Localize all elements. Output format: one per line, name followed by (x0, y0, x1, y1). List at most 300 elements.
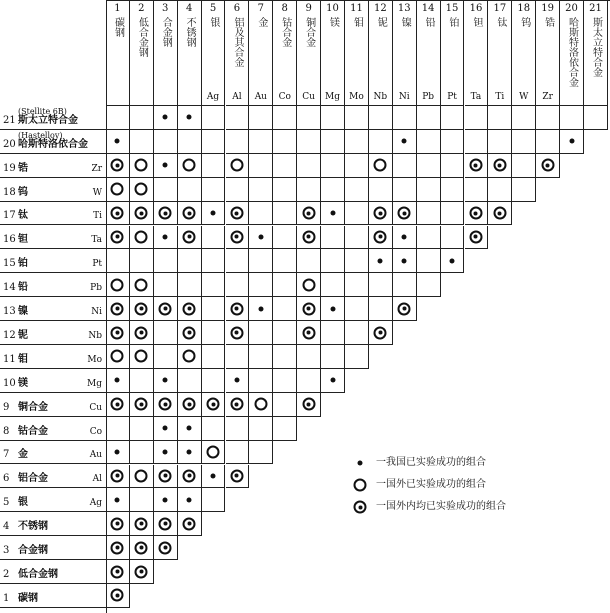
ring-marker-icon (111, 278, 124, 291)
table-cell (417, 273, 441, 297)
table-cell (130, 297, 154, 321)
column-number: 21 (589, 3, 602, 14)
dot-marker-icon (163, 378, 168, 383)
table-cell (154, 488, 178, 512)
row-number: 13 (3, 306, 16, 318)
table-cell (130, 441, 154, 465)
ring-dot-marker-icon (183, 398, 196, 411)
table-cell (393, 106, 417, 130)
table-cell (393, 178, 417, 202)
table-cell (202, 154, 226, 178)
ring-dot-marker-icon (302, 326, 315, 339)
legend-text: 一国外已实验成功的组合 (376, 479, 486, 490)
ring-dot-marker-icon (159, 517, 172, 530)
ring-dot-marker-icon (469, 207, 482, 220)
table-cell (106, 154, 130, 178)
row-number: 2 (3, 568, 10, 580)
row-header (0, 154, 107, 178)
table-cell (345, 202, 369, 226)
row-english-name: (Stellite 6B) (18, 107, 67, 116)
table-cell (202, 249, 226, 273)
legend-text: 一国外内均已实验成功的组合 (376, 501, 506, 512)
table-cell (202, 178, 226, 202)
column-name: 铂 (447, 17, 459, 27)
row-number: 12 (3, 329, 16, 341)
table-cell (536, 106, 560, 130)
legend (352, 452, 506, 518)
column-name: 低合金钢 (136, 17, 148, 57)
table-cell (202, 106, 226, 130)
dot-marker-icon (378, 258, 383, 263)
table-cell (178, 488, 202, 512)
row-header (0, 202, 107, 226)
table-cell (273, 178, 297, 202)
ring-dot-marker-icon (111, 541, 124, 554)
table-cell (202, 202, 226, 226)
ring-marker-icon (135, 230, 148, 243)
row-number: 16 (3, 234, 16, 246)
dot-marker-icon (450, 258, 455, 263)
row-symbol: W (92, 187, 102, 198)
row-name: 铂 (18, 258, 28, 270)
table-cell (345, 345, 369, 369)
table-cell (393, 249, 417, 273)
table-cell (202, 369, 226, 393)
table-cell (106, 249, 130, 273)
row-header (0, 321, 107, 345)
table-cell (202, 465, 226, 489)
table-cell (106, 273, 130, 297)
table-cell (178, 249, 202, 273)
row-name: 铌 (18, 329, 28, 341)
table-cell (106, 536, 130, 560)
table-cell (249, 393, 273, 417)
column-number: 3 (162, 3, 169, 14)
table-cell (130, 226, 154, 250)
dot-marker-icon (163, 497, 168, 502)
table-cell (273, 345, 297, 369)
row-number: 19 (3, 162, 16, 174)
row-name: 锆 (18, 162, 28, 174)
dot-marker-icon (330, 378, 335, 383)
row-symbol: Ti (93, 211, 102, 222)
table-cell (345, 226, 369, 250)
ring-dot-marker-icon (111, 230, 124, 243)
table-cell (369, 249, 393, 273)
table-cell (417, 202, 441, 226)
row-header (0, 536, 107, 560)
table-cell (321, 178, 345, 202)
table-cell (130, 249, 154, 273)
table-cell (512, 106, 536, 130)
table-cell (345, 249, 369, 273)
row-name: 铅 (18, 282, 28, 294)
ring-marker-icon (302, 278, 315, 291)
table-cell (202, 393, 226, 417)
table-cell (226, 154, 250, 178)
table-cell (297, 321, 321, 345)
dot-marker-icon (358, 461, 363, 466)
table-cell (106, 202, 130, 226)
row-number: 17 (3, 210, 16, 222)
column-header (417, 0, 441, 106)
column-name: 钨 (518, 17, 530, 27)
table-cell (106, 369, 130, 393)
table-top-border (106, 0, 610, 1)
ring-dot-marker-icon (111, 469, 124, 482)
column-header (488, 0, 512, 106)
table-cell (130, 130, 154, 154)
ring-dot-marker-icon (135, 398, 148, 411)
ring-dot-marker-icon (230, 207, 243, 220)
row-header (0, 560, 107, 584)
table-cell (273, 154, 297, 178)
column-number: 8 (281, 3, 288, 14)
table-cell (202, 417, 226, 441)
table-cell (465, 226, 489, 250)
table-cell (154, 154, 178, 178)
table-cell (106, 226, 130, 250)
table-cell (321, 369, 345, 393)
table-cell (297, 202, 321, 226)
table-cell (106, 512, 130, 536)
row-number: 4 (3, 521, 10, 533)
row-number: 20 (3, 138, 16, 150)
row-name: 钽 (18, 234, 28, 246)
dot-marker-icon (258, 306, 263, 311)
row-header (0, 465, 107, 489)
dot-marker-icon (569, 139, 574, 144)
table-cell (297, 273, 321, 297)
table-cell (130, 369, 154, 393)
table-cell (178, 441, 202, 465)
table-cell (560, 130, 584, 154)
table-cell (202, 130, 226, 154)
ring-dot-marker-icon (159, 207, 172, 220)
ring-dot-marker-icon (493, 159, 506, 172)
table-cell (178, 154, 202, 178)
dot-marker-icon (330, 211, 335, 216)
ring-dot-marker-icon (374, 207, 387, 220)
table-cell (345, 321, 369, 345)
ring-dot-marker-icon (111, 589, 124, 602)
column-name: 银 (208, 17, 220, 27)
table-cell (321, 321, 345, 345)
table-cell (345, 178, 369, 202)
table-cell (202, 226, 226, 250)
table-cell (226, 441, 250, 465)
table-cell (154, 536, 178, 560)
column-number: 18 (517, 3, 531, 14)
table-cell (417, 226, 441, 250)
table-cell (369, 154, 393, 178)
table-cell (465, 202, 489, 226)
table-cell (249, 369, 273, 393)
table-cell (441, 130, 465, 154)
table-cell (441, 202, 465, 226)
row-symbol: Ag (89, 498, 102, 509)
table-cell (297, 369, 321, 393)
table-cell (226, 178, 250, 202)
table-cell (226, 106, 250, 130)
table-cell (154, 202, 178, 226)
table-cell (512, 154, 536, 178)
dot-marker-icon (187, 497, 192, 502)
ring-dot-marker-icon (302, 398, 315, 411)
ring-dot-marker-icon (135, 207, 148, 220)
table-cell (178, 393, 202, 417)
legend-item-foreign (352, 474, 506, 496)
table-cell (202, 273, 226, 297)
table-cell (249, 249, 273, 273)
table-cell (249, 441, 273, 465)
legend-item-both (352, 496, 506, 518)
table-cell (345, 273, 369, 297)
table-cell (393, 273, 417, 297)
row-header (0, 178, 107, 202)
row-header (0, 488, 107, 512)
column-number: 11 (350, 3, 363, 14)
column-header (393, 0, 417, 106)
table-cell (321, 106, 345, 130)
ring-dot-marker-icon (183, 230, 196, 243)
table-cell (369, 130, 393, 154)
ring-dot-marker-icon (302, 207, 315, 220)
ring-dot-marker-icon (398, 302, 411, 315)
table-cell (488, 130, 512, 154)
table-cell (488, 178, 512, 202)
dot-marker-icon (211, 473, 216, 478)
table-cell (130, 465, 154, 489)
row-number: 15 (3, 258, 16, 270)
table-cell (393, 226, 417, 250)
table-cell (488, 154, 512, 178)
column-header (273, 0, 297, 106)
table-cell (488, 202, 512, 226)
table-cell (106, 130, 130, 154)
ring-dot-marker-icon (183, 517, 196, 530)
column-name: 铌 (375, 17, 387, 27)
table-cell (154, 393, 178, 417)
column-header (154, 0, 178, 106)
row-symbol: Cu (89, 402, 102, 413)
table-cell (273, 226, 297, 250)
column-symbol: W (519, 92, 529, 102)
table-cell (249, 202, 273, 226)
column-number: 5 (209, 3, 217, 14)
column-symbol: Co (278, 92, 291, 102)
table-cell (130, 560, 154, 584)
column-name: 钛 (494, 17, 506, 27)
row-symbol: Pb (90, 283, 102, 294)
ring-dot-marker-icon (183, 207, 196, 220)
table-cell (202, 345, 226, 369)
row-header (0, 393, 107, 417)
table-cell (345, 106, 369, 130)
table-cell (273, 106, 297, 130)
table-cell (154, 465, 178, 489)
ring-dot-marker-icon (183, 326, 196, 339)
row-header (0, 584, 107, 608)
ring-dot-marker-icon (302, 230, 315, 243)
column-number: 9 (305, 3, 312, 14)
dot-marker-icon (211, 211, 216, 216)
row-header (0, 369, 107, 393)
table-cell (178, 202, 202, 226)
table-cell (178, 130, 202, 154)
row-name: 合金钢 (18, 545, 48, 557)
column-number: 2 (138, 3, 145, 14)
table-cell (106, 106, 130, 130)
row-name: 钨 (18, 186, 28, 198)
ring-marker-icon (135, 159, 148, 172)
table-cell (297, 178, 321, 202)
column-name: 铅 (423, 17, 435, 27)
row-number: 18 (3, 186, 16, 198)
ring-dot-marker-icon (302, 302, 315, 315)
ring-dot-marker-icon (230, 326, 243, 339)
column-header (202, 0, 226, 106)
table-cell (273, 130, 297, 154)
table-cell (441, 249, 465, 273)
table-cell (512, 130, 536, 154)
table-cell (369, 178, 393, 202)
ring-dot-marker-icon (230, 302, 243, 315)
table-cell (369, 226, 393, 250)
table-cell (273, 202, 297, 226)
row-name: 铜合金 (18, 401, 48, 413)
row-name: 哈斯特洛依合金 (18, 138, 88, 150)
ring-dot-marker-icon (159, 398, 172, 411)
table-cell (226, 393, 250, 417)
dot-marker-icon (187, 426, 192, 431)
ring-dot-marker-icon (135, 302, 148, 315)
table-cell (441, 154, 465, 178)
ring-dot-marker-icon (374, 230, 387, 243)
column-name: 钽 (470, 17, 482, 27)
column-number: 13 (397, 3, 411, 14)
dot-marker-icon (402, 234, 407, 239)
ring-dot-marker-icon (111, 398, 124, 411)
row-symbol: Mg (87, 378, 102, 389)
column-header (321, 0, 345, 106)
table-cell (345, 130, 369, 154)
table-cell (512, 178, 536, 202)
dot-marker-icon (115, 497, 120, 502)
table-cell (106, 297, 130, 321)
table-cell (106, 488, 130, 512)
table-cell (178, 321, 202, 345)
dot-marker-icon (163, 163, 168, 168)
dot-marker-icon (115, 378, 120, 383)
column-number: 10 (326, 3, 339, 14)
row-number: 14 (3, 282, 16, 294)
dot-marker-icon (402, 139, 407, 144)
table-cell (106, 560, 130, 584)
ring-dot-marker-icon (469, 159, 482, 172)
table-cell (249, 178, 273, 202)
table-cell (130, 488, 154, 512)
column-number: 16 (469, 3, 483, 14)
row-english-name: (Hastelloy) (18, 130, 63, 140)
row-number: 11 (3, 353, 16, 365)
ring-marker-icon (111, 183, 124, 196)
row-number: 6 (3, 473, 10, 485)
column-name: 合金钢 (160, 17, 172, 47)
table-cell (154, 297, 178, 321)
column-symbol: Pb (422, 92, 435, 102)
row-number: 1 (3, 592, 10, 604)
table-cell (178, 178, 202, 202)
table-cell (154, 321, 178, 345)
ring-marker-icon (207, 446, 220, 459)
ring-dot-marker-icon (183, 302, 196, 315)
ring-dot-marker-icon (230, 398, 243, 411)
row-symbol: Au (89, 450, 102, 461)
ring-dot-marker-icon (135, 326, 148, 339)
dot-marker-icon (258, 234, 263, 239)
table-cell (441, 226, 465, 250)
table-cell (465, 130, 489, 154)
column-header (465, 0, 489, 106)
row-name: 金 (18, 449, 28, 461)
column-header (536, 0, 560, 106)
row-name: 镍 (18, 306, 28, 318)
table-cell (297, 130, 321, 154)
column-name: 哈斯特洛依合金 (566, 17, 578, 87)
table-cell (273, 249, 297, 273)
table-cell (178, 417, 202, 441)
column-symbol: Mo (349, 92, 364, 102)
table-left-border (106, 0, 107, 613)
row-number: 9 (3, 401, 10, 413)
table-cell (560, 106, 584, 130)
column-name: 镁 (327, 17, 339, 27)
table-cell (130, 178, 154, 202)
ring-marker-icon (135, 469, 148, 482)
table-cell (130, 536, 154, 560)
column-name: 金 (255, 17, 267, 27)
table-cell (369, 321, 393, 345)
ring-dot-marker-icon (111, 565, 124, 578)
dot-marker-icon (187, 115, 192, 120)
table-cell (321, 345, 345, 369)
table-cell (297, 106, 321, 130)
table-cell (393, 202, 417, 226)
row-number: 10 (3, 377, 16, 389)
table-cell (226, 249, 250, 273)
table-cell (273, 369, 297, 393)
dot-marker-icon (163, 234, 168, 239)
ring-dot-marker-icon (469, 230, 482, 243)
table-cell (249, 106, 273, 130)
table-cell (369, 273, 393, 297)
row-symbol: Pt (92, 259, 102, 270)
table-cell (273, 273, 297, 297)
table-cell (226, 130, 250, 154)
table-cell (249, 345, 273, 369)
table-cell (345, 154, 369, 178)
column-header (441, 0, 465, 106)
column-number: 14 (421, 3, 435, 14)
dot-marker-icon (163, 426, 168, 431)
table-cell (536, 154, 560, 178)
table-cell (249, 417, 273, 441)
column-number: 7 (257, 3, 265, 14)
table-cell (154, 417, 178, 441)
table-cell (297, 154, 321, 178)
table-cell (297, 249, 321, 273)
